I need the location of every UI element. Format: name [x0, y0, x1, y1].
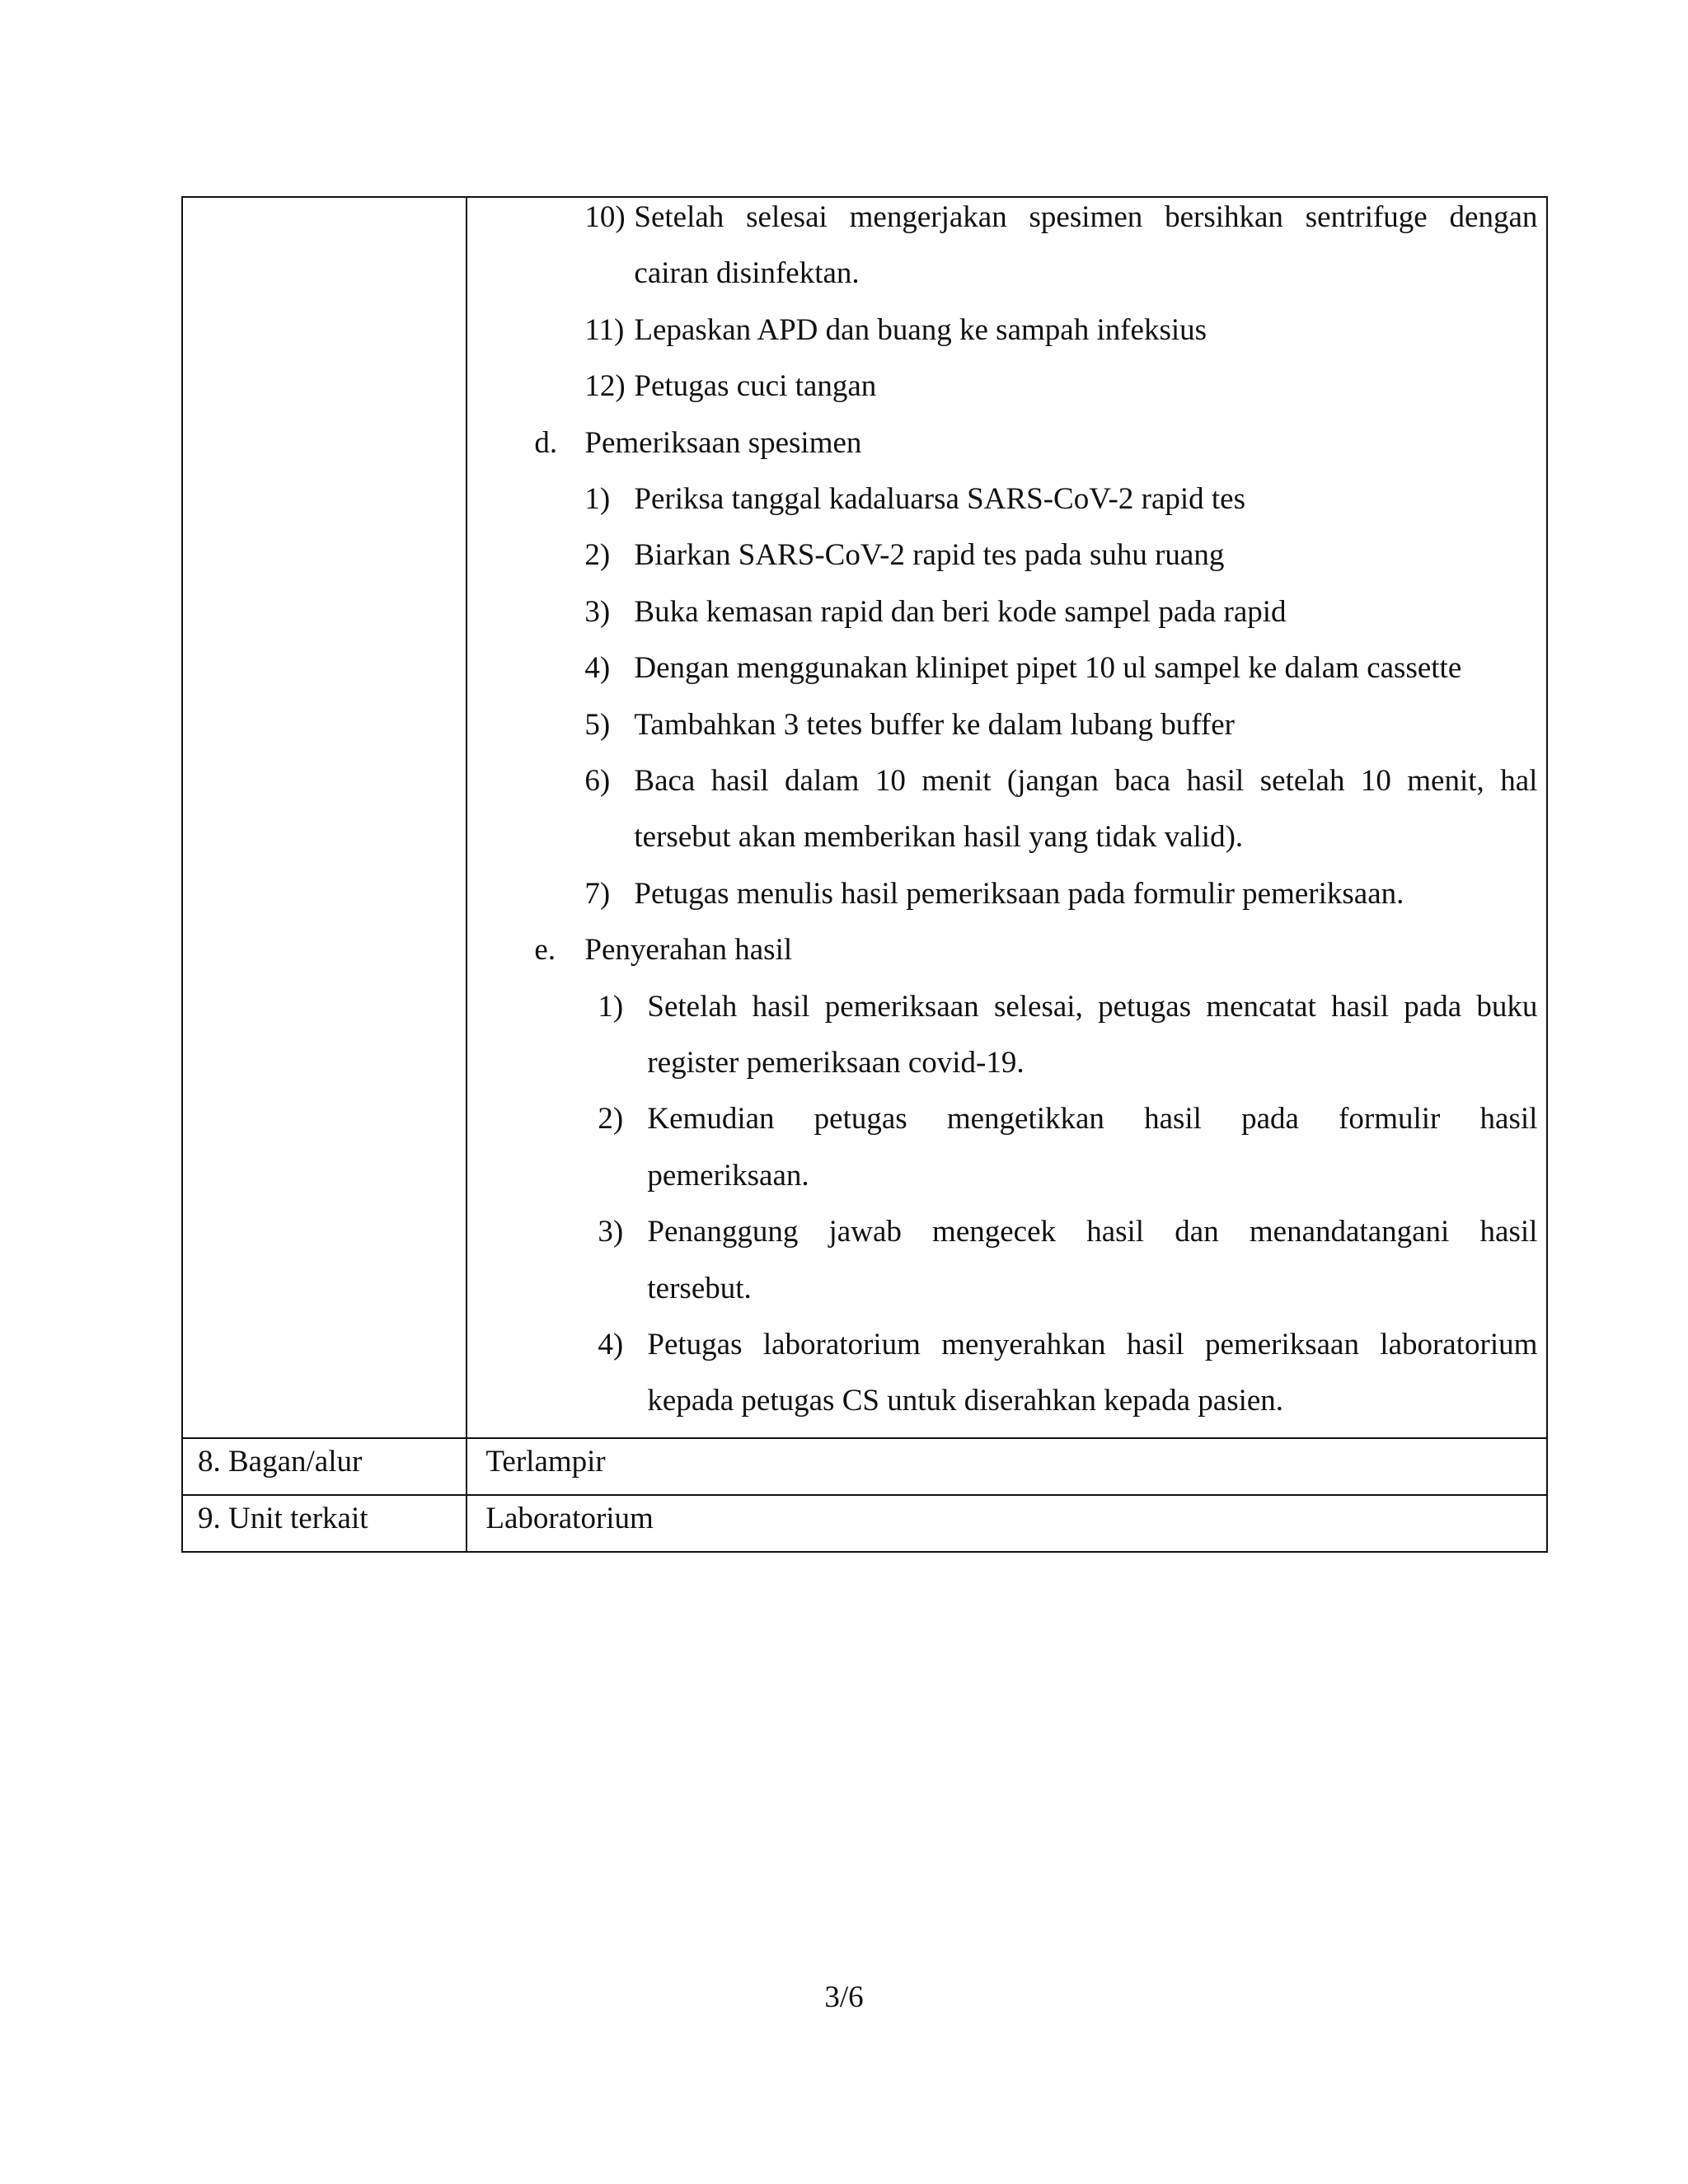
page-number: 3/6: [824, 1980, 864, 2014]
list-item-number: 7): [584, 876, 611, 911]
list-item-text: Baca hasil dalam 10 menit (jangan baca hasil setelah 10 menit, hal: [634, 764, 1538, 798]
list-item-number: 10): [584, 200, 626, 234]
list-item-text: pemeriksaan.: [647, 1158, 809, 1193]
section-heading: [467, 425, 1550, 462]
list-item-text: Biarkan SARS-CoV-2 rapid tes pada suhu ruang: [634, 538, 1225, 573]
list-item-line: [467, 255, 1550, 292]
list-item-text: Setelah selesai mengerjakan spesimen bersihkan sentrifuge dengan: [634, 200, 1538, 234]
list-item-text: Dengan menggunakan klinipet pipet 10 ul sampel ke dalam cassette: [634, 651, 1462, 686]
row-label-bagan: 8. Bagan/alur: [198, 1445, 363, 1479]
list-item-number: 11): [584, 312, 625, 347]
procedure-row: [182, 197, 1547, 1438]
list-item-line: [467, 1158, 1550, 1194]
list-item-text: Tambahkan 3 tetes buffer ke dalam lubang buffer: [634, 707, 1235, 742]
sop-table: [181, 196, 1548, 1553]
list-item-number: 3): [584, 594, 611, 629]
list-item-text: Petugas cuci tangan: [634, 369, 877, 404]
list-item-line: [467, 819, 1550, 855]
section-title: Penyerahan hasil: [584, 933, 793, 968]
list-item-text: tersebut akan memberikan hasil yang tidak valid).: [634, 820, 1244, 855]
list-item-number: 2): [584, 538, 611, 573]
list-item-number: 4): [584, 651, 611, 686]
table-row: [182, 1495, 1547, 1552]
list-item-text: Setelah hasil pemeriksaan selesai, petugas mencatat hasil pada buku: [647, 989, 1538, 1024]
row-value-bagan: Terlampir: [485, 1445, 606, 1479]
list-item-number: 6): [584, 764, 611, 798]
list-item-text: Petugas laboratorium menyerahkan hasil pemeriksaan laboratorium: [647, 1328, 1538, 1361]
list-item-line: [467, 989, 1550, 1025]
table-row: [182, 1438, 1547, 1495]
row-label-cell: [182, 1438, 467, 1495]
list-item-text: Lepaskan APD dan buang ke sampah infeksius: [634, 312, 1207, 347]
list-item-line: [467, 1271, 1550, 1307]
list-item-line: [467, 594, 1550, 630]
section-heading: [467, 932, 1550, 968]
section-letter: d.: [534, 425, 558, 460]
section-letter: e.: [534, 933, 556, 968]
list-item-line: [467, 199, 1550, 236]
list-item-number: 1): [598, 989, 624, 1024]
row-label-unit: 9. Unit terkait: [198, 1502, 368, 1535]
list-item-line: [467, 1383, 1550, 1419]
list-item-text: Kemudian petugas mengetikkan hasil pada formulir hasil: [647, 1102, 1538, 1137]
list-item-line: [467, 1045, 1550, 1081]
row-value-cell: [467, 1438, 1547, 1495]
list-item-line: [467, 368, 1550, 405]
procedure-label-cell: [182, 197, 467, 1438]
list-item-text: kepada petugas CS untuk diserahkan kepada pasien.: [647, 1384, 1284, 1418]
list-item-text: Penanggung jawab mengecek hasil dan menandatangani hasil: [647, 1215, 1538, 1249]
list-item-line: [467, 876, 1550, 912]
list-item-text: Petugas menulis hasil pemeriksaan pada formulir pemeriksaan.: [634, 876, 1404, 911]
list-item-line: [467, 1214, 1550, 1250]
list-item-number: 5): [584, 707, 611, 742]
procedure-content: [467, 198, 1546, 1437]
list-item-line: [467, 1327, 1550, 1363]
list-item-text: Buka kemasan rapid dan beri kode sampel pada rapid: [634, 594, 1287, 629]
list-item-text: tersebut.: [647, 1271, 752, 1305]
list-item-line: [467, 312, 1550, 349]
procedure-content-cell: [467, 197, 1547, 1438]
list-item-line: [467, 1101, 1550, 1137]
list-item-text: register pemeriksaan covid-19.: [647, 1046, 1025, 1080]
row-label-cell: [182, 1495, 467, 1552]
list-item-number: 3): [598, 1215, 624, 1249]
list-item-line: [467, 707, 1550, 743]
section-title: Pemeriksaan spesimen: [584, 425, 862, 460]
list-item-number: 12): [584, 369, 626, 404]
list-item-text: Periksa tanggal kadaluarsa SARS-CoV-2 rapid tes: [634, 482, 1245, 516]
list-item-number: 1): [584, 482, 611, 516]
list-item-line: [467, 763, 1550, 799]
list-item-text: cairan disinfektan.: [634, 256, 860, 291]
list-item-line: [467, 537, 1550, 574]
row-value-unit: Laboratorium: [485, 1502, 654, 1535]
list-item-line: [467, 650, 1550, 687]
list-item-line: [467, 481, 1550, 518]
list-item-number: 4): [598, 1328, 624, 1361]
row-value-cell: [467, 1495, 1547, 1552]
list-item-number: 2): [598, 1102, 624, 1137]
